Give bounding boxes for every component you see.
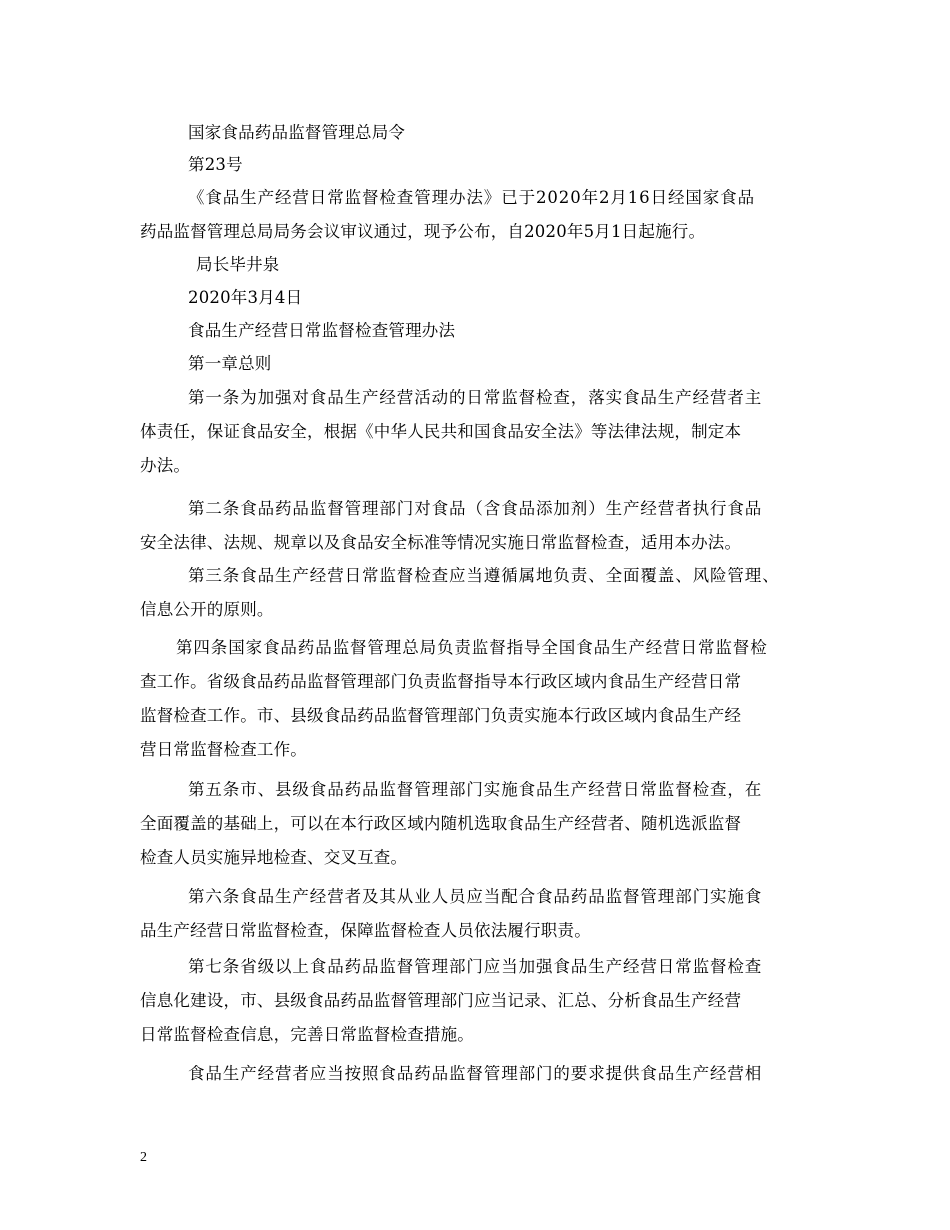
signature-date: 2020年3月4日 <box>188 288 303 307</box>
signer: 局长毕井泉 <box>196 255 280 274</box>
article-5-line-3: 检查人员实施异地检查、交叉互查。 <box>140 848 408 867</box>
article-3-line-1: 第三条食品生产经营日常监督检查应当遵循属地负责、全面覆盖、风险管理、 <box>188 566 780 585</box>
article-6-line-2: 品生产经营日常监督检查，保障监督检查人员依法履行职责。 <box>140 921 591 940</box>
article-7-line-3: 日常监督检查信息，完善日常监督检查措施。 <box>140 1025 474 1044</box>
promulgation-line-1: 《食品生产经营日常监督检查管理办法》已于2020年2月16日经国家食品 <box>188 188 755 207</box>
article-4-line-2: 查工作。省级食品药品监督管理部门负责监督指导本行政区域内食品生产经营日常 <box>140 672 742 691</box>
order-number: 第23号 <box>188 155 243 174</box>
article-2-line-2: 安全法律、法规、规章以及食品安全标准等情况实施日常监督检查，适用本办法。 <box>140 533 742 552</box>
chapter-heading: 第一章总则 <box>188 354 272 373</box>
article-6-line-1: 第六条食品生产经营者及其从业人员应当配合食品药品监督管理部门实施食 <box>188 887 763 906</box>
article-4-line-3: 监督检查工作。市、县级食品药品监督管理部门负责实施本行政区域内食品生产经 <box>140 706 742 725</box>
page-number: 2 <box>140 1150 147 1165</box>
article-7-line-1: 第七条省级以上食品药品监督管理部门应当加强食品生产经营日常监督检查 <box>188 957 763 976</box>
article-2-line-1: 第二条食品药品监督管理部门对食品（含食品添加剂）生产经营者执行食品 <box>188 499 763 518</box>
article-5-line-1: 第五条市、县级食品药品监督管理部门实施食品生产经营日常监督检查，在 <box>188 780 763 799</box>
article-7-line-2: 信息化建设，市、县级食品药品监督管理部门应当记录、汇总、分析食品生产经营 <box>140 991 742 1010</box>
article-1-line-2: 体责任，保证食品安全，根据《中华人民共和国食品安全法》等法律法规，制定本 <box>140 422 742 441</box>
article-5-line-2: 全面覆盖的基础上，可以在本行政区域内随机选取食品生产经营者、随机选派监督 <box>140 814 742 833</box>
article-4-line-1: 第四条国家食品药品监督管理总局负责监督指导全国食品生产经营日常监督检 <box>176 638 768 657</box>
document-title: 食品生产经营日常监督检查管理办法 <box>188 321 456 340</box>
article-3-line-2: 信息公开的原则。 <box>140 600 274 619</box>
article-1-line-3: 办法。 <box>140 456 191 475</box>
paragraph-continuation-line-1: 食品生产经营者应当按照食品药品监督管理部门的要求提供食品生产经营相 <box>188 1064 763 1083</box>
article-1-line-1: 第一条为加强对食品生产经营活动的日常监督检查，落实食品生产经营者主 <box>188 388 763 407</box>
promulgation-line-2: 药品监督管理总局局务会议审议通过，现予公布，自2020年5月1日起施行。 <box>140 222 706 241</box>
issuer-heading: 国家食品药品监督管理总局令 <box>188 123 406 142</box>
article-4-line-4: 营日常监督检查工作。 <box>140 740 307 759</box>
